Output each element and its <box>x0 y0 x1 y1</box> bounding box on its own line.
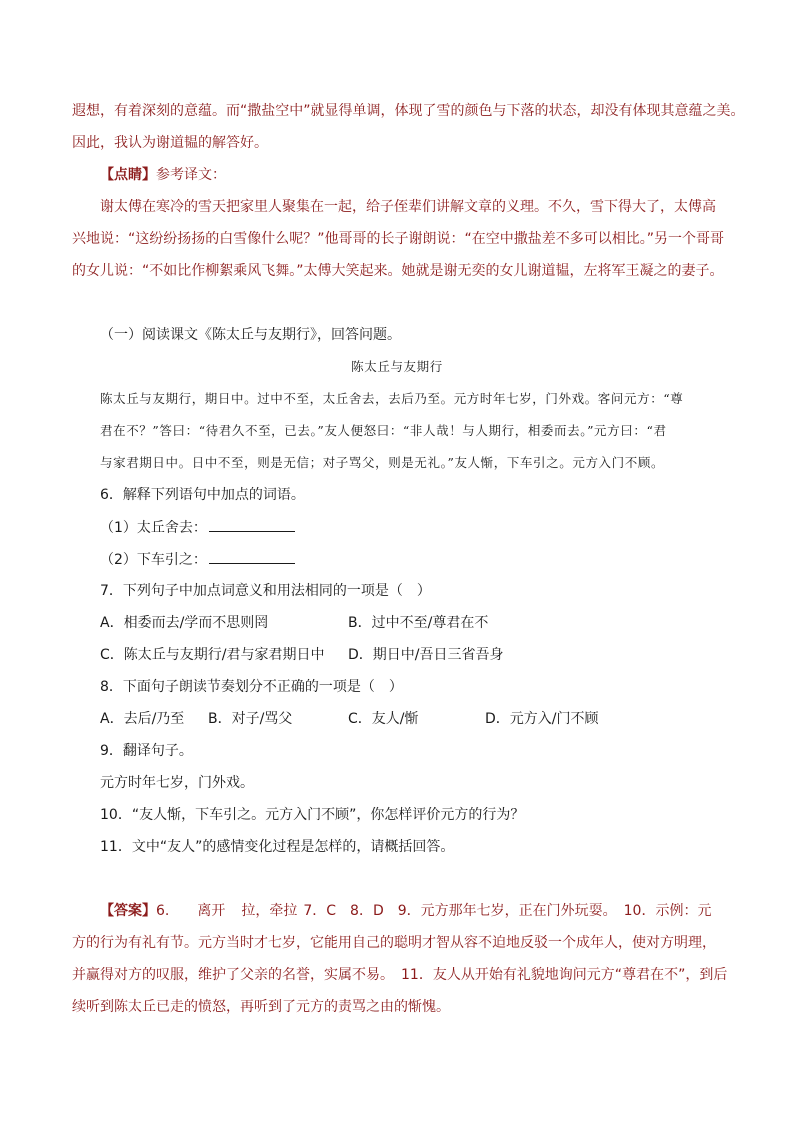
question-10: 10．“友人惭，下车引之。元方入门不顾”，你怎样评价元方的行为？ <box>100 807 525 823</box>
dianjing-tag: 【点睛】 <box>100 167 156 183</box>
answer-line-4: 续听到陈太丘已走的愤怒，再听到了元方的责骂之由的惭愧。 <box>72 999 450 1015</box>
question-6-2 <box>100 550 732 569</box>
question-9: 9．翻译句子。 <box>100 743 193 759</box>
question-6-1 <box>100 518 732 537</box>
q8-option-c: C．友人/惭 <box>348 711 419 727</box>
passage-line-2: 君在不？”答曰：“待君久不至，已去。”友人便怒曰：“非人哉！与人期行，相委而去。”元方曰：“君 <box>100 423 667 438</box>
question-7: 7．下列句子中加点词意义和用法相同的一项是（ ） <box>100 583 431 599</box>
question-9-sentence: 元方时年七岁，门外戏。 <box>100 775 254 791</box>
section-heading: （一）阅读课文《陈太丘与友期行》，回答问题。 <box>100 327 401 343</box>
translation-line-1: 谢太傅在寒冷的雪天把家里人聚集在一起，给子侄辈们讲解文章的义理。不久，雪下得大了，太傅高 <box>100 199 716 215</box>
question-6-1-label: （1）太丘舍去： <box>100 520 207 536</box>
question-8: 8．下面句子朗读节奏划分不正确的一项是（ ） <box>100 679 403 695</box>
translation-line-3: 的女儿说：“不如比作柳絮乘风飞舞。”太傅大笑起来。她就是谢无奕的女儿谢道韫，左将军王凝之的妻子。 <box>72 263 724 279</box>
answer-blank-1[interactable] <box>209 518 295 532</box>
intro-line-2: 因此，我认为谢道韫的解答好。 <box>72 135 268 151</box>
q7-option-c: C．陈太丘与友期行/君与家君期日中 <box>100 647 325 663</box>
answer-blank-2[interactable] <box>209 550 295 564</box>
answer-6-2: 拉，牵拉 <box>241 903 298 919</box>
dianjing-label: 参考译文： <box>156 167 226 183</box>
answer-7-9-10: 7．C 8．D 9．元方那年七岁，正在门外玩耍。 10．示例：元 <box>303 903 712 919</box>
question-11: 11．文中“友人”的感情变化过程是怎样的，请概括回答。 <box>100 839 455 855</box>
q8-option-d: D．元方入/门不顾 <box>485 711 599 727</box>
q7-option-b: B．过中不至/尊君在不 <box>348 615 489 631</box>
q7-option-a: A．相委而去/学而不思则罔 <box>100 615 269 631</box>
passage-line-1: 陈太丘与友期行，期日中。过中不至，太丘舍去，去后乃至。元方时年七岁，门外戏。客问元方：“尊 <box>100 391 684 406</box>
answer-line-2: 方的行为有礼有节。元方当时才七岁，它能用自己的聪明才智从容不迫地反驳一个成年人，使对方明理， <box>72 935 716 951</box>
translation-line-2: 兴地说：“这纷纷扬扬的白雪像什么呢？”他哥哥的长子谢朗说：“在空中撒盐差不多可以相比。”另一个哥哥 <box>72 231 725 247</box>
answer-6-number: 6. <box>156 903 170 919</box>
intro-line-1: 遐想，有着深刻的意蕴。而“撒盐空中”就显得单调，体现了雪的颜色与下落的状态，却没有体现其意蕴之美。 <box>72 103 745 119</box>
q8-option-b: B．对子/骂父 <box>208 711 293 727</box>
dianjing-heading <box>100 166 732 184</box>
answer-tag: 【答案】 <box>100 903 156 919</box>
question-6-2-label: （2）下车引之： <box>100 552 207 568</box>
answer-line-3: 并赢得对方的叹服，维护了父亲的名誉，实属不易。 11．友人从开始有礼貌地询问元方“尊君在不”，到后 <box>72 967 728 983</box>
passage-title: 陈太丘与友期行 <box>351 359 443 374</box>
answer-6-1: 离开 <box>197 903 226 919</box>
q7-option-d: D．期日中/吾日三省吾身 <box>348 647 504 663</box>
question-6: 6．解释下列语句中加点的词语。 <box>100 487 305 503</box>
q8-option-a: A．去后/乃至 <box>100 711 185 727</box>
passage-line-3: 与家君期日中。日中不至，则是无信；对子骂父，则是无礼。”友人惭，下车引之。元方入门不顾。 <box>100 455 665 470</box>
answer-line-1 <box>100 902 732 920</box>
